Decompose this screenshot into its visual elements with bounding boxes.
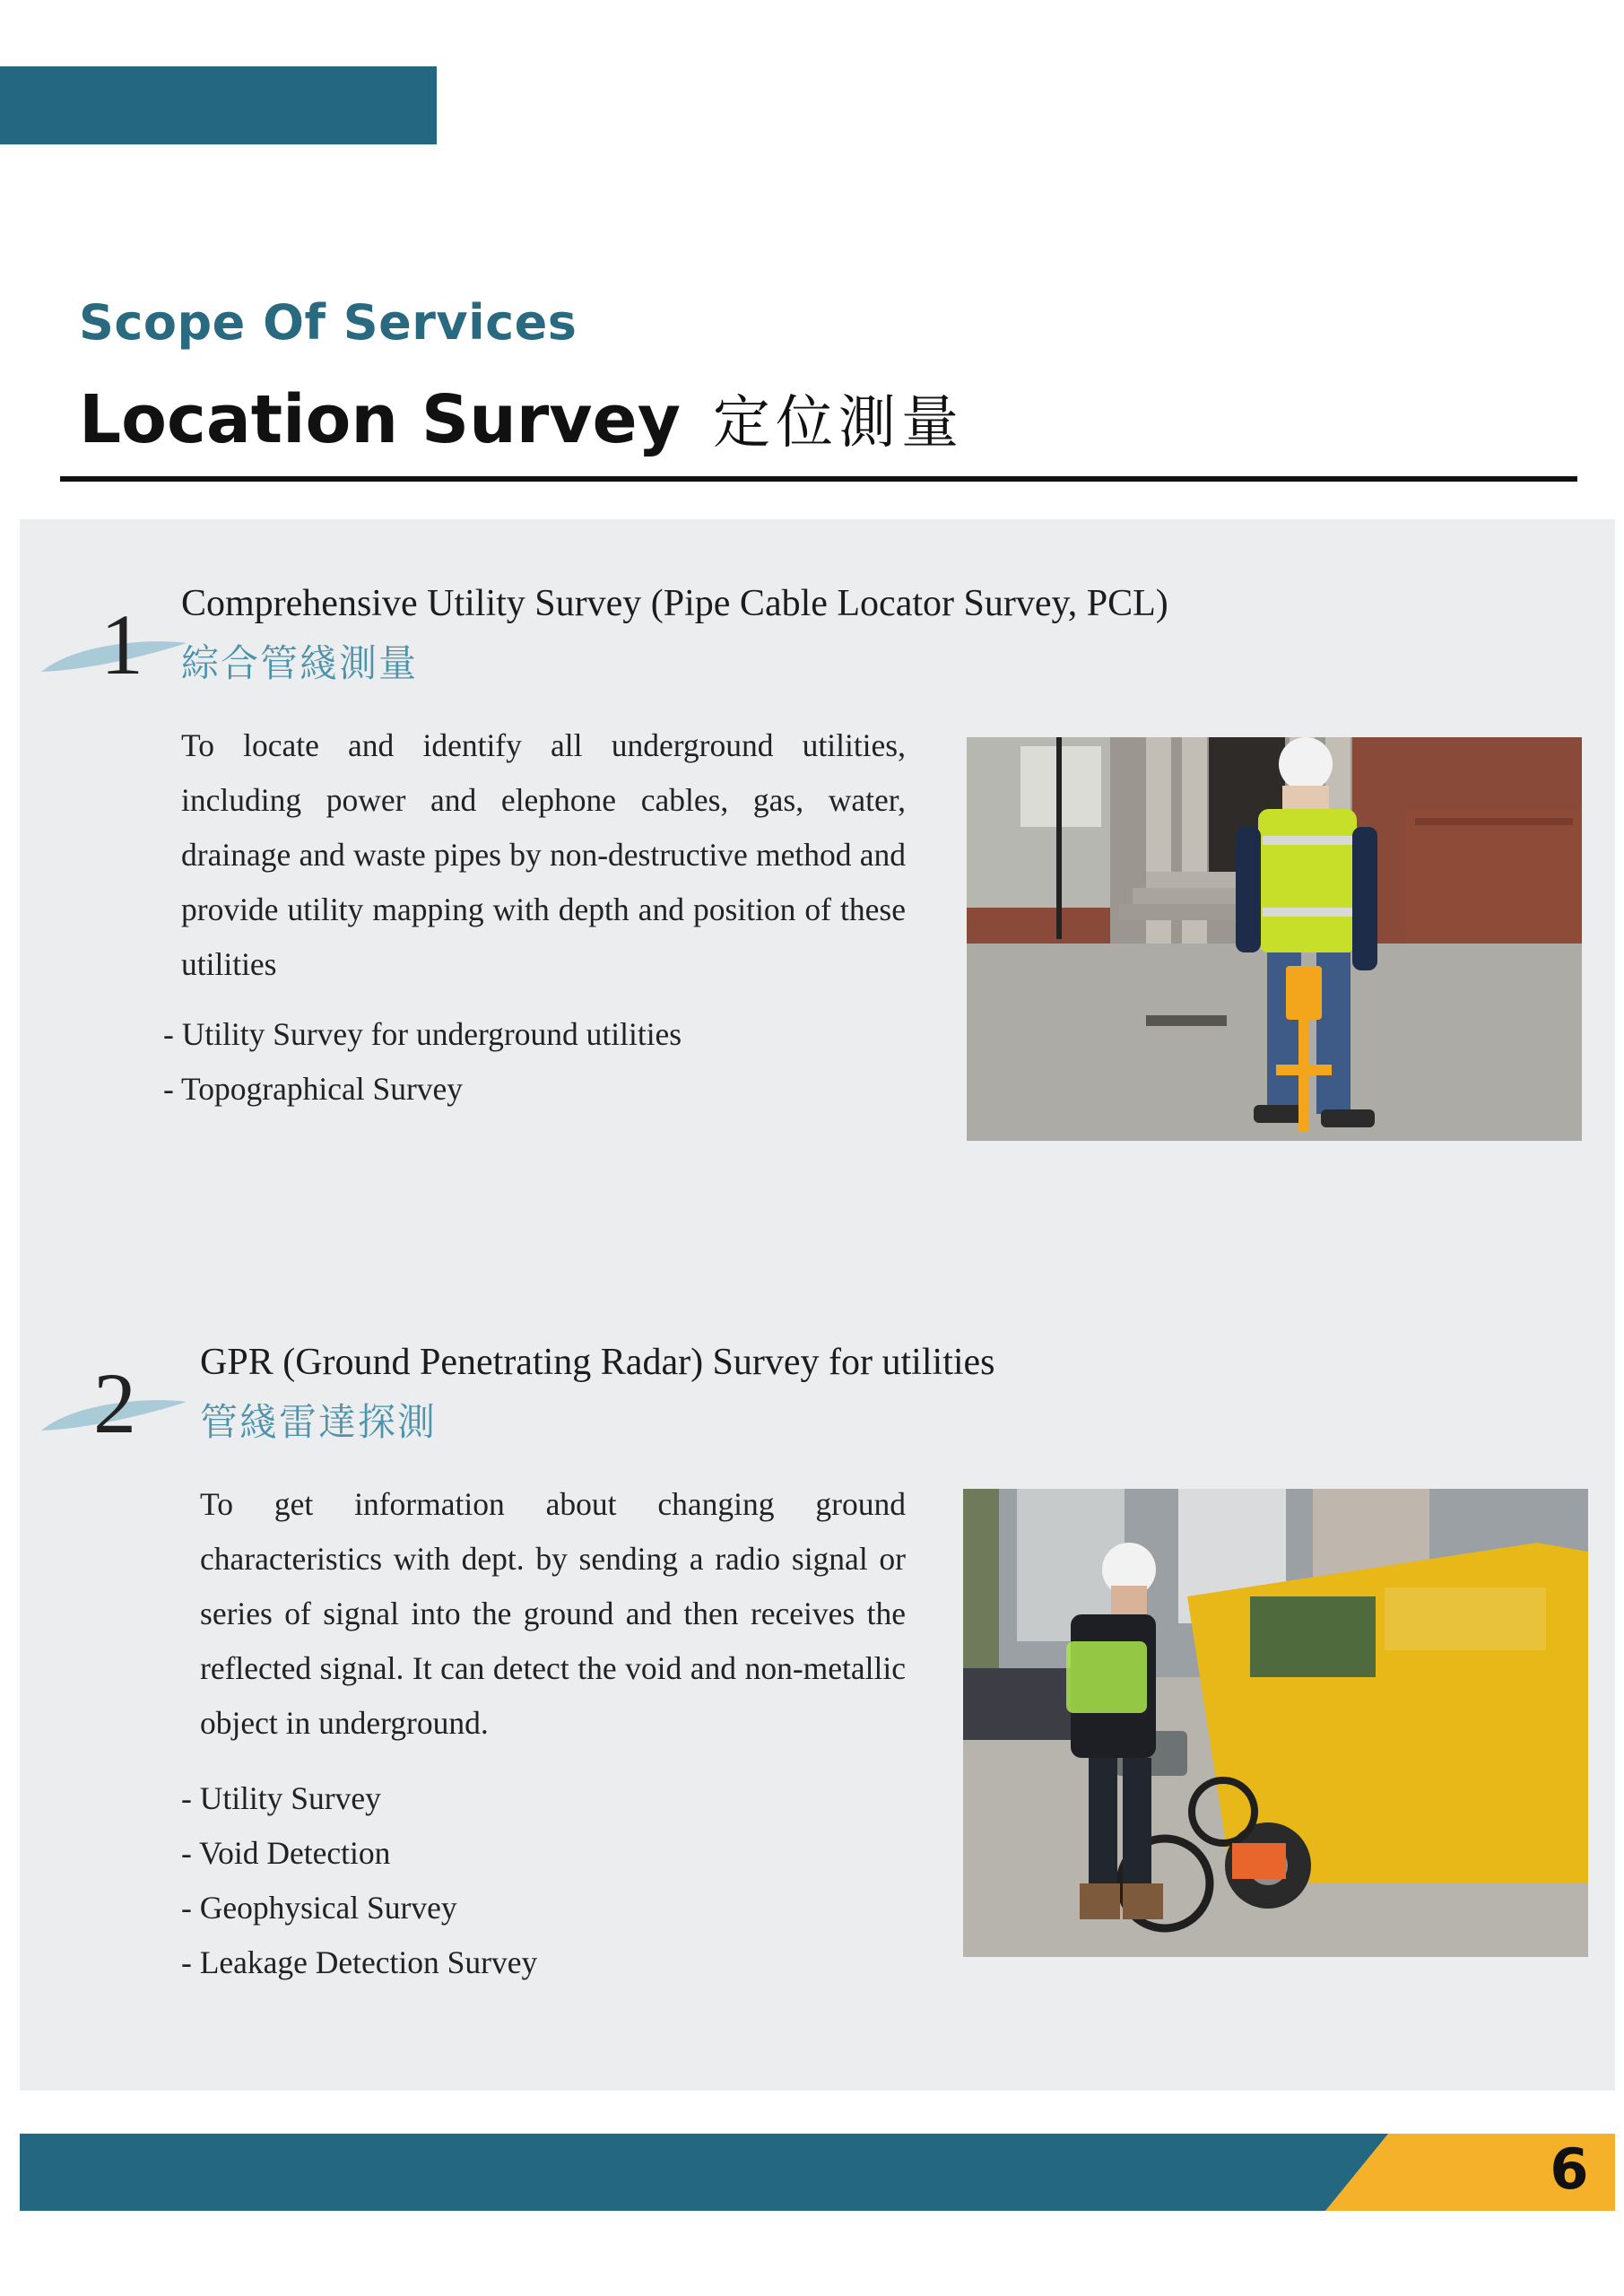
section-heading-zh: 綜合管綫測量 [181, 644, 419, 685]
page-number: 6 [1550, 2136, 1589, 2202]
section-heading-en: GPR (Ground Penetrating Radar) Survey for utilities [200, 1342, 995, 1383]
section-description: To locate and identify all underground utilities, including power and elephone cables, gas, water, drainage and waste pipes by non-destructive method and provide utility mapping with depth and position of these utilities [181, 727, 906, 982]
content-panel [20, 519, 1615, 2091]
header-color-bar [0, 66, 437, 144]
gpr-survey-photo [963, 1489, 1588, 1957]
title-underline [60, 476, 1577, 482]
page-title-zh: 定位測量 [712, 390, 964, 457]
section-bullet-list [181, 1771, 537, 1990]
section-description: To get information about changing ground characteristics with dept. by sending a radio signal or series of signal into the ground and then receives the reflected signal. It can detect the void and non-metallic object in underground. [200, 1486, 906, 1741]
section-heading-en: Comprehensive Utility Survey (Pipe Cable Locator Survey, PCL) [181, 583, 1168, 624]
list-item: - Leakage Detection Survey [181, 1944, 538, 1980]
list-item: - Geophysical Survey [181, 1890, 457, 1926]
section-number: 2 [93, 1355, 136, 1451]
section-kicker: Scope Of Services [79, 294, 578, 351]
list-item: - Void Detection [181, 1835, 391, 1871]
pcl-survey-image [967, 737, 1582, 1141]
gpr-survey-image [963, 1489, 1588, 1957]
list-item: - Topographical Survey [163, 1071, 464, 1107]
pcl-survey-photo [967, 737, 1582, 1141]
list-item: - Utility Survey for underground utilities [163, 1016, 682, 1052]
page-title-en: Location Survey [79, 381, 681, 458]
section-bullet-list [163, 1007, 682, 1117]
list-item: - Utility Survey [181, 1780, 381, 1816]
page-title [79, 377, 964, 459]
section-number: 1 [100, 596, 143, 692]
section-number-badge [38, 596, 181, 699]
section-heading-zh: 管綫雷達探測 [200, 1403, 438, 1444]
section-number-badge [38, 1355, 181, 1457]
